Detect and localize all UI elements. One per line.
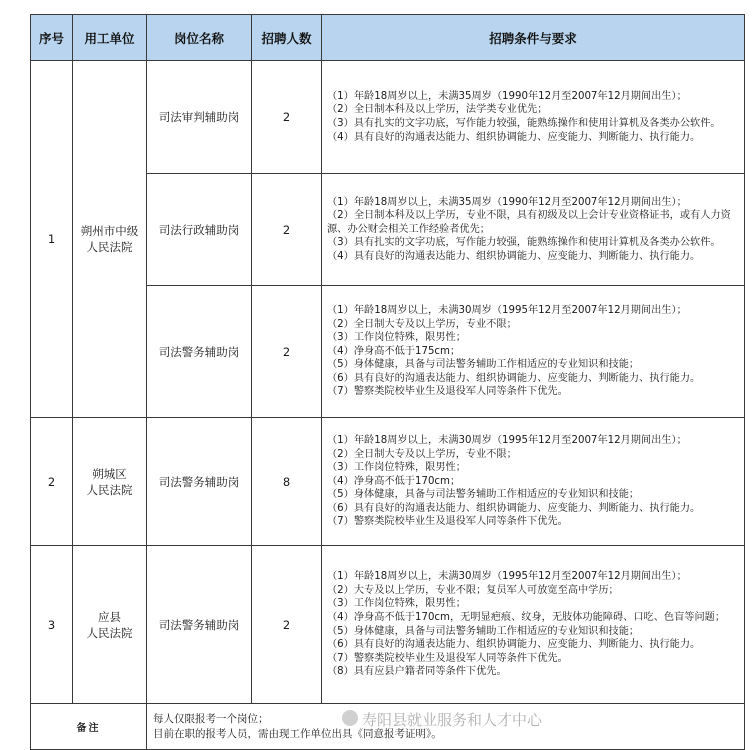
count-cell: 2 [252, 61, 322, 174]
position-cell: 司法警务辅助岗 [147, 546, 252, 704]
remarks-label: 备注 [31, 704, 147, 750]
count-cell: 8 [252, 418, 322, 546]
count-cell: 2 [252, 174, 322, 286]
conditions-cell: （1）年龄18周岁以上，未满30周岁（1995年12月至2007年12月期间出生）； （2）全日制大专及以上学历，专业不限； （3）工作岗位特殊，限男性； （4）净身高不低于170cm； （5）身体健康，具备与司法警务辅助工作相适应的专业知识和技能； （6）具有良好的沟通表达能力、组织协调能力、应变能力、判断能力、执行能力。 （7）警察类院校毕业生及退役军人同等条件下优先。 [322, 418, 745, 546]
position-cell: 司法警务辅助岗 [147, 286, 252, 418]
table-row [31, 546, 745, 704]
count-cell: 2 [252, 546, 322, 704]
conditions-cell: （1）年龄18周岁以上，未满35周岁（1990年12月至2007年12月期间出生）； （2）全日制本科及以上学历，专业不限，具有初级及以上会计专业资格证书，或有人力资源、办公财会相关工作经验者优先； （3）具有扎实的文字功底，写作能力较强，能熟练操作和使用计算机及各类办公软件。 （4）具有良好的沟通表达能力、组织协调能力、应变能力、判断能力、执行能力。 [322, 174, 745, 286]
table-row [31, 61, 745, 174]
seq-cell: 3 [31, 546, 73, 704]
count-cell: 2 [252, 286, 322, 418]
seq-cell: 1 [31, 61, 73, 418]
conditions-cell: （1）年龄18周岁以上，未满30周岁（1995年12月至2007年12月期间出生）； （2）大专及以上学历，专业不限；复员军人可放宽至高中学历； （3）工作岗位特殊，限男性； （4）净身高不低于170cm，无明显疤痕、纹身，无肢体功能障碍、口吃、色盲等问题； （5）身体健康，具备与司法警务辅助工作相适应的专业知识和技能； （6）具有良好的沟通表达能力、组织协调能力、应变能力、判断能力、执行能力。 （7）警察类院校毕业生及退役军人同等条件下优先。 （8）具有应县户籍者同等条件下优先。 [322, 546, 745, 704]
header-conditions: 招聘条件与要求 [322, 15, 745, 61]
header-row [31, 15, 745, 61]
position-cell: 司法行政辅助岗 [147, 174, 252, 286]
table-row [31, 418, 745, 546]
position-cell: 司法审判辅助岗 [147, 61, 252, 174]
remarks-text: 每人仅限报考一个岗位； 目前在职的报考人员，需由现工作单位出具《同意报考证明》。 [147, 704, 745, 750]
position-cell: 司法警务辅助岗 [147, 418, 252, 546]
unit-cell: 朔城区 人民法院 [73, 418, 147, 546]
conditions-cell: （1）年龄18周岁以上，未满30周岁（1995年12月至2007年12月期间出生）； （2）全日制大专及以上学历，专业不限； （3）工作岗位特殊，限男性； （4）净身高不低于175cm； （5）身体健康，具备与司法警务辅助工作相适应的专业知识和技能； （6）具有良好的沟通表达能力、组织协调能力、应变能力、判断能力、执行能力。 （7）警察类院校毕业生及退役军人同等条件下优先。 [322, 286, 745, 418]
unit-cell: 应县 人民法院 [73, 546, 147, 704]
header-position: 岗位名称 [147, 15, 252, 61]
header-count: 招聘人数 [252, 15, 322, 61]
recruitment-table [30, 14, 745, 750]
unit-cell: 朔州市中级 人民法院 [73, 61, 147, 418]
seq-cell: 2 [31, 418, 73, 546]
watermark-text: 寿阳县就业服务和人才中心 [362, 711, 543, 729]
conditions-cell: （1）年龄18周岁以上，未满35周岁（1990年12月至2007年12月期间出生）； （2）全日制本科及以上学历，法学类专业优先； （3）具有扎实的文字功底，写作能力较强，能熟练操作和使用计算机及各类办公软件。 （4）具有良好的沟通表达能力、组织协调能力、应变能力、判断能力、执行能力。 [322, 61, 745, 174]
header-unit: 用工单位 [73, 15, 147, 61]
watermark-logo-icon [342, 710, 358, 726]
header-seq: 序号 [31, 15, 73, 61]
